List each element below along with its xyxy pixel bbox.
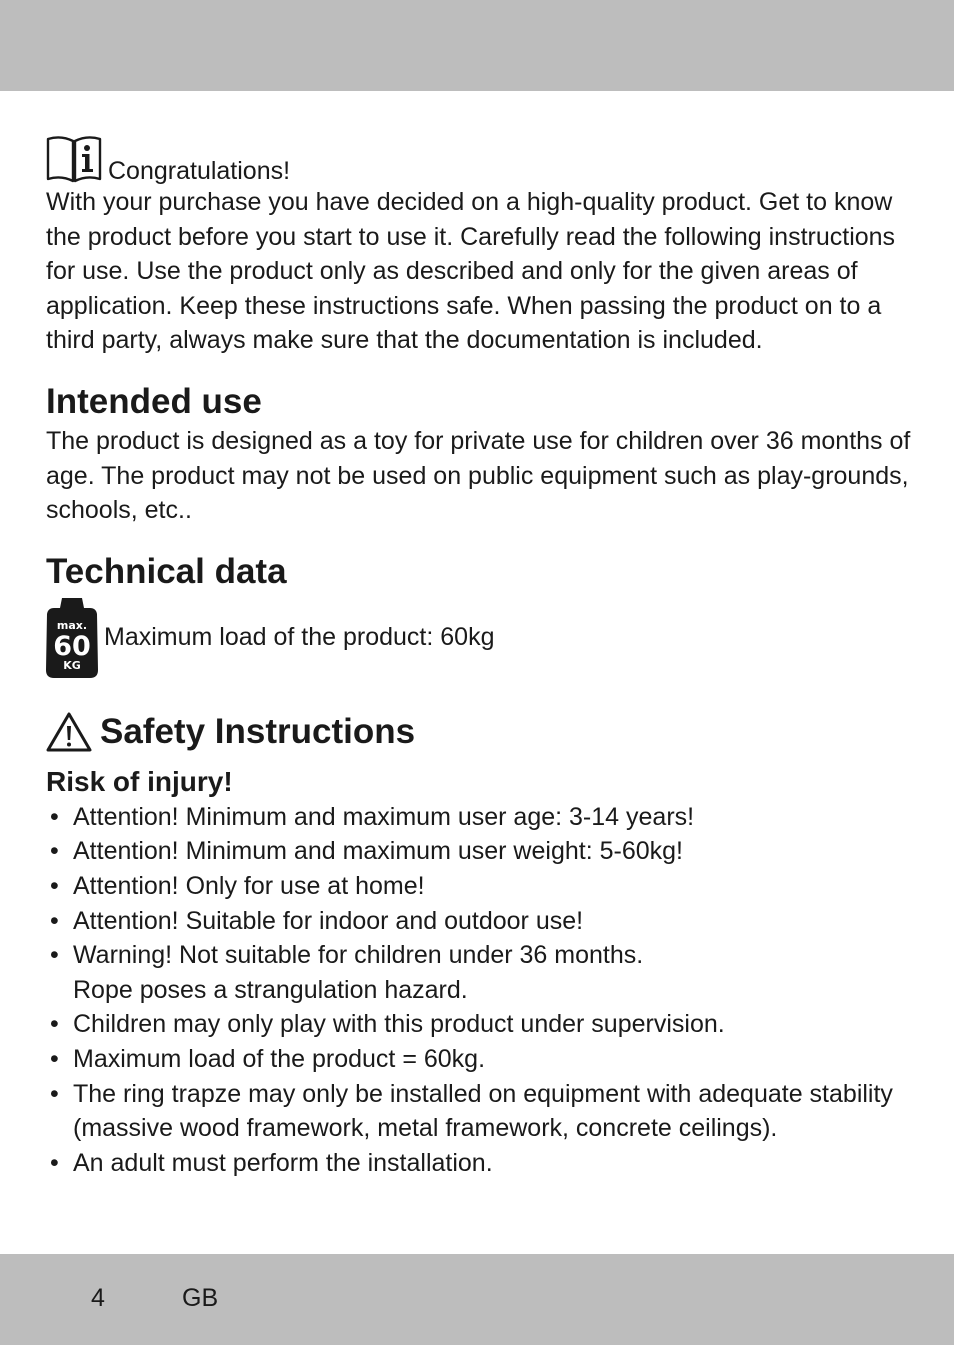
page-content xyxy=(46,133,912,1180)
weight-badge-top: max. xyxy=(56,618,88,632)
list-item: • Attention! Only for use at home! xyxy=(46,869,912,904)
safety-title: Safety Instructions xyxy=(100,711,416,751)
list-item: • Attention! Suitable for indoor and outdoor use! xyxy=(46,904,912,939)
page-number: 4 xyxy=(91,1284,105,1312)
list-item: • Attention! Minimum and maximum user weight: 5-60kg! xyxy=(46,834,912,869)
safety-subtitle: Risk of injury! xyxy=(46,765,233,797)
language-code: GB xyxy=(182,1284,219,1312)
list-item: • Children may only play with this product under supervision. xyxy=(46,1007,912,1042)
intro-paragraph: With your purchase you have decided on a high-quality product. Get to know the product before you start to use it. Carefully read the following instructions for use. Use the product only as described and only for the given areas of application. Keep these instructions safe. When passing the product on to a third party, always make sure that the documentation is included. xyxy=(46,188,896,355)
safety-heading-row xyxy=(46,708,912,756)
list-item: • An adult must perform the installation. xyxy=(46,1146,912,1181)
list-item: • Attention! Minimum and maximum user age: 3-14 years! xyxy=(46,800,912,835)
list-item: • Warning! Not suitable for children under 36 months. Rope poses a strangulation hazard. xyxy=(46,938,673,1007)
footer-band xyxy=(0,1254,954,1345)
technical-data-title: Technical data xyxy=(46,551,287,591)
weight-badge-value: 60 xyxy=(53,630,91,662)
list-item: • The ring trapze may only be installed on equipment with adequate stability (massive wood framework, metal framework, concrete ceilings). xyxy=(46,1077,912,1146)
intro-heading: Congratulations! xyxy=(108,157,291,185)
intended-use-title: Intended use xyxy=(46,381,262,421)
header-band xyxy=(0,0,954,91)
max-load-row xyxy=(46,598,912,678)
intended-use-paragraph: The product is designed as a toy for private use for children over 36 months of age. The product may not be used on public equipment such as play-grounds, schools, etc.. xyxy=(46,426,911,525)
max-load-text: Maximum load of the product: 60kg xyxy=(104,623,495,652)
intro-heading-row xyxy=(46,133,912,185)
max-weight-icon xyxy=(46,598,98,678)
info-book-icon xyxy=(46,135,102,185)
list-item: • Maximum load of the product = 60kg. xyxy=(46,1042,912,1077)
weight-badge-unit: KG xyxy=(63,658,81,672)
warning-triangle-icon xyxy=(46,711,92,753)
safety-list xyxy=(46,800,912,1181)
